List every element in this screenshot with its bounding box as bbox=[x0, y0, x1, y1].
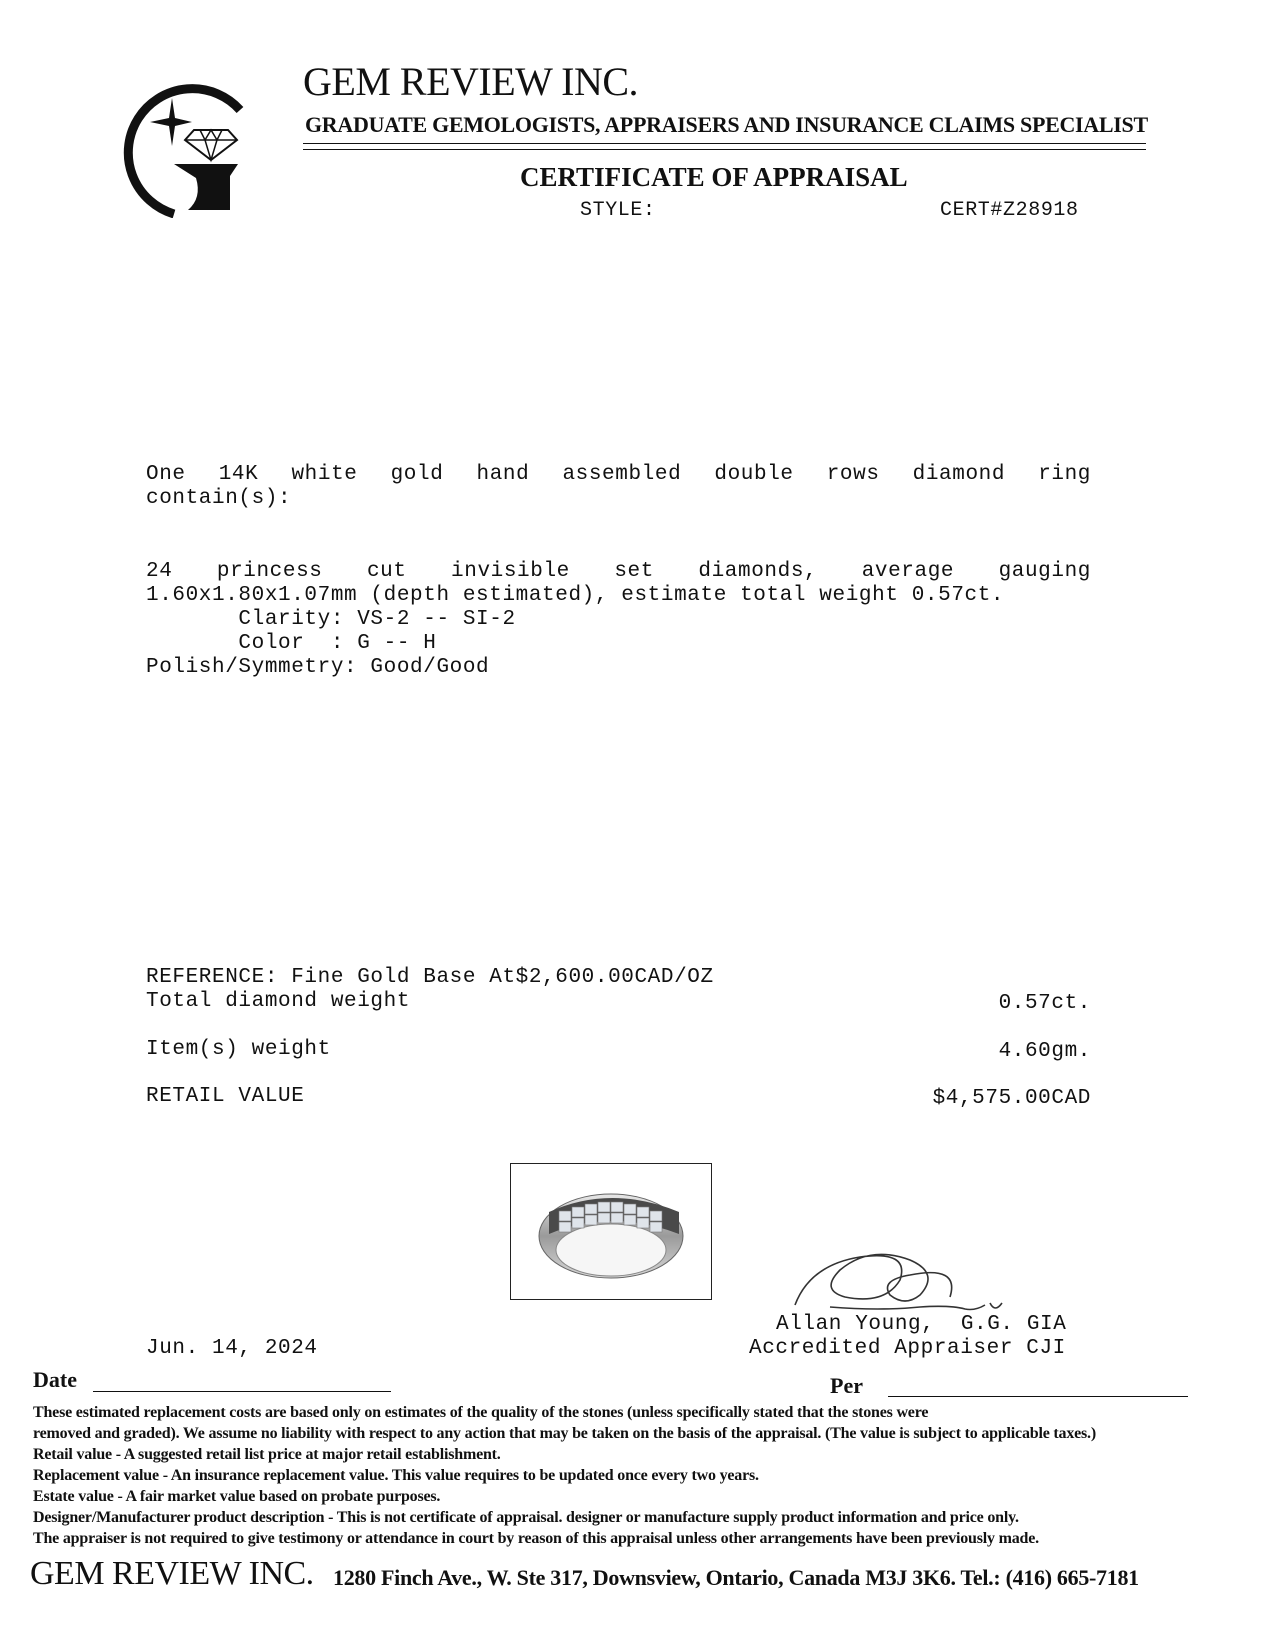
style-label: STYLE: bbox=[580, 199, 656, 222]
retail-value-label: RETAIL VALUE bbox=[146, 1085, 305, 1108]
item-weight-value: 4.60gm. bbox=[998, 1040, 1091, 1063]
disclaimer-line-7: The appraiser is not required to give testimony or attendance in court by reason of this appraisal unless other arrangements have been previously made. bbox=[33, 1530, 1039, 1547]
total-diamond-weight-label: Total diamond weight bbox=[146, 990, 411, 1013]
disclaimer-line-2: removed and graded). We assume no liability with respect to any action that may be taken on the basis of the appraisal. (The value is subject to applicable taxes.) bbox=[33, 1425, 1096, 1442]
appraiser-title: Accredited Appraiser CJI bbox=[749, 1337, 1066, 1360]
per-label: Per bbox=[830, 1373, 863, 1398]
certificate-title: CERTIFICATE OF APPRAISAL bbox=[520, 162, 908, 192]
header-rule-bottom bbox=[303, 149, 1146, 150]
item-description-line-2: contain(s): bbox=[146, 487, 292, 510]
item-weight-label: Item(s) weight bbox=[146, 1038, 331, 1061]
date-label: Date bbox=[33, 1367, 77, 1392]
appraiser-name: Allan Young, G.G. GIA bbox=[776, 1313, 1067, 1336]
diamond-detail-line-2: 1.60x1.80x1.07mm (depth estimated), estimate total weight 0.57ct. bbox=[146, 584, 1005, 607]
clarity-line: Clarity: VS-2 -- SI-2 bbox=[146, 608, 516, 631]
certificate-number: CERT#Z28918 bbox=[940, 199, 1079, 222]
color-line: Color : G -- H bbox=[146, 632, 437, 655]
item-description-line-1: One 14K white gold hand assembled double rows diamond ring bbox=[146, 463, 1091, 486]
disclaimer-line-6: Designer/Manufacturer product description - This is not certificate of appraisal. designer or manufacture supply product information and price only. bbox=[33, 1509, 1019, 1526]
company-tagline: GRADUATE GEMOLOGISTS, APPRAISERS AND INSURANCE CLAIMS SPECIALIST bbox=[305, 112, 1148, 137]
appraisal-date: Jun. 14, 2024 bbox=[146, 1337, 318, 1360]
diamond-detail-line-1: 24 princess cut invisible set diamonds, average gauging bbox=[146, 560, 1091, 583]
disclaimer-line-5: Estate value - A fair market value based on probate purposes. bbox=[33, 1488, 441, 1505]
ring-photo bbox=[510, 1163, 712, 1300]
footer-company-name: GEM REVIEW INC. bbox=[30, 1555, 314, 1592]
per-signature-line bbox=[888, 1396, 1188, 1397]
disclaimer-line-3: Retail value - A suggested retail list price at major retail establishment. bbox=[33, 1446, 501, 1463]
header-rule-top bbox=[303, 143, 1146, 144]
retail-value-amount: $4,575.00CAD bbox=[932, 1087, 1091, 1110]
footer-address: 1280 Finch Ave., W. Ste 317, Downsview, Ontario, Canada M3J 3K6. Tel.: (416) 665-7181 bbox=[333, 1565, 1139, 1590]
disclaimer-line-1: These estimated replacement costs are based only on estimates of the quality of the stones (unless specifically stated that the stones were bbox=[33, 1404, 929, 1421]
gem-diamond-logo-icon bbox=[112, 78, 252, 218]
polish-symmetry-line: Polish/Symmetry: Good/Good bbox=[146, 656, 490, 679]
total-diamond-weight-value: 0.57ct. bbox=[998, 992, 1091, 1015]
reference-line: REFERENCE: Fine Gold Base At$2,600.00CAD/OZ bbox=[146, 966, 714, 989]
disclaimer-line-4: Replacement value - An insurance replacement value. This value requires to be updated once every two years. bbox=[33, 1467, 759, 1484]
appraiser-signature bbox=[790, 1235, 1030, 1325]
company-name: GEM REVIEW INC. bbox=[303, 59, 639, 104]
date-signature-line bbox=[93, 1391, 391, 1392]
